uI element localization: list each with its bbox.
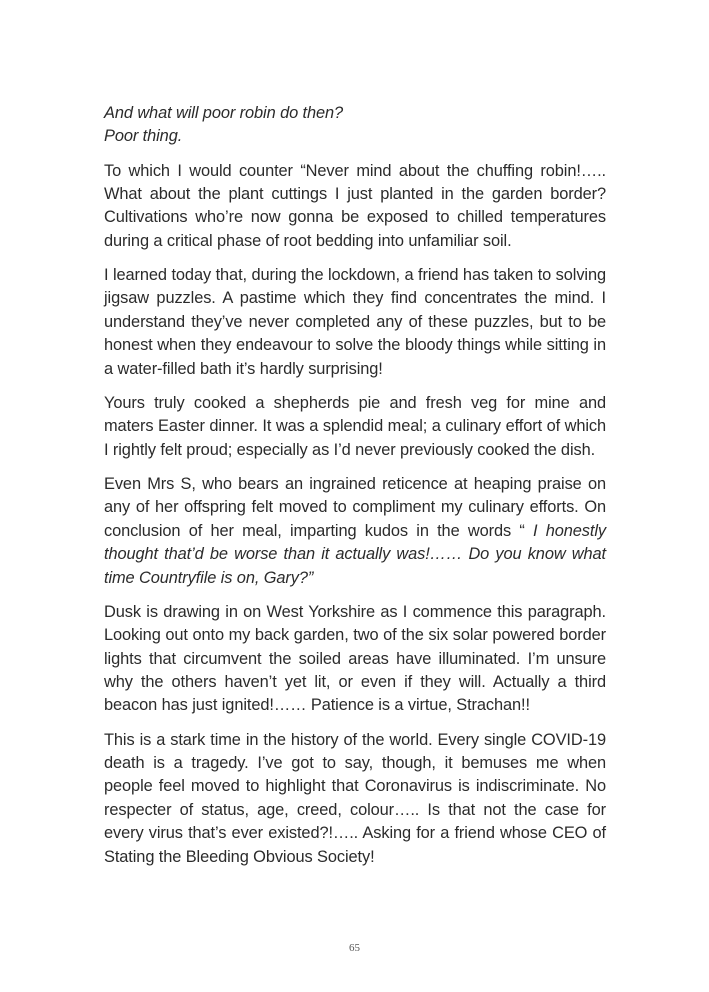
paragraph-shepherds-pie: Yours truly cooked a shepherds pie and fresh veg for mine and maters Easter dinner. It was a splendid meal; a culinary effort of which I rightly felt proud; especially as I’d never previously cooked the dish. — [104, 393, 606, 459]
intro-italic-lines — [104, 102, 606, 149]
paragraph-covid: This is a stark time in the history of the world. Every single COVID-19 death is a tragedy. I’ve got to say, though, it bemuses me when people feel moved to highlight that Coronavirus is indiscriminate. No respecter of status, age, creed, colour….. Is that not the case for every virus that’s ever existed?!….. Asking for a friend whose CEO of Stating the Bleeding Obvious Society! — [104, 730, 606, 866]
intro-line: Poor thing. — [104, 127, 183, 146]
mrs-s-quote: I honestly thought that’d be worse than it actually was!…… Do you know what time Countryfile is on, Gary?” — [104, 521, 606, 587]
paragraph-dusk: Dusk is drawing in on West Yorkshire as I commence this paragraph. Looking out onto my back garden, two of the six solar powered border lights that circumvent the soiled areas have illuminated. I’m unsure why the others haven’t yet lit, or even if they will. Actually a third beacon has just ignited!…… Patience is a virtue, Strachan!! — [104, 602, 606, 715]
body-text — [104, 102, 606, 880]
page-number: 65 — [349, 942, 360, 954]
paragraph-robin: To which I would counter “Never mind about the chuffing robin!….. What about the plant cuttings I just planted in the garden border? Cultivations who’re now gonna be exposed to chilled temperatures during a critical phase of root bedding into unfamiliar soil. — [104, 161, 606, 250]
paragraph-jigsaw: I learned today that, during the lockdown, a friend has taken to solving jigsaw puzzles. A pastime which they find concentrates the mind. I understand they’ve never completed any of these puzzles, but to be honest when they endeavour to solve the bloody things while sitting in a water-filled bath it’s hardly surprising! — [104, 266, 606, 378]
paragraph-mrs-s — [104, 473, 606, 590]
intro-line: And what will poor robin do then? — [104, 104, 344, 122]
mrs-s-lead-text: Even Mrs S, who bears an ingrained reticence at heaping praise on any of her offspring felt moved to compliment my culinary efforts. On conclusion of her meal, imparting kudos in the words “ — [104, 474, 606, 540]
